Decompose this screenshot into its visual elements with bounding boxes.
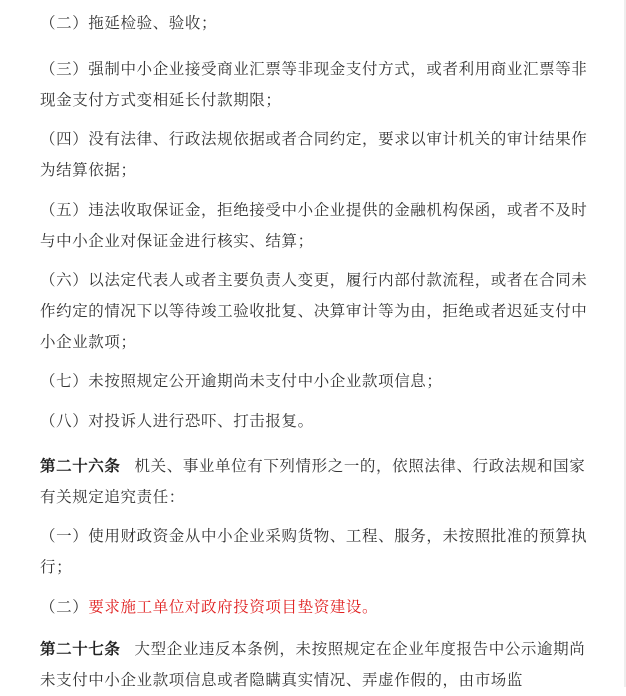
article-27-number: 第二十七条 <box>40 640 121 658</box>
article-26-item-1: （一）使用财政资金从中小企业采购货物、工程、服务，未按照批准的预算执行； <box>40 527 588 576</box>
article-26-item-2-prefix: （二） <box>40 598 89 616</box>
clause-4-audit-settlement: （四）没有法律、行政法规依据或者合同约定，要求以审计机关的审计结果作为结算依据； <box>40 130 588 179</box>
article-26-number: 第二十六条 <box>40 457 121 475</box>
article-26-item-2-highlight: 要求施工单位对政府投资项目垫资建设。 <box>88 598 379 616</box>
clause-7-public-disclosure: （七）未按照规定公开逾期尚未支付中小企业款项信息； <box>40 372 443 390</box>
clause-6-representative-change: （六）以法定代表人或者主要负责人变更，履行内部付款流程，或者在合同未作约定的情况下以等待竣工验收批复、决算审计等为由，拒绝或者迟延支付中小企业款项； <box>40 271 588 351</box>
clause-8-retaliation: （八）对投诉人进行恐吓、打击报复。 <box>40 412 314 430</box>
article-26-item-2 <box>40 592 592 623</box>
clause-3-commercial-bills: （三）强制中小企业接受商业汇票等非现金支付方式，或者利用商业汇票等非现金支付方式变相延长付款期限； <box>40 60 588 109</box>
article-27-text: 大型企业违反本条例，未按照规定在企业年度报告中公示逾期尚未支付中小企业款项信息或者隐瞒真实情况、弄虚作假的，由市场监 <box>40 640 586 689</box>
article-26 <box>40 451 592 513</box>
clause-2-delay-inspection: （二）拖延检验、验收； <box>40 14 218 32</box>
article-26-text: 机关、事业单位有下列情形之一的，依照法律、行政法规和国家有关规定追究责任： <box>40 457 586 506</box>
clause-5-deposit: （五）违法收取保证金，拒绝接受中小企业提供的金融机构保函，或者不及时与中小企业对保证金进行核实、结算； <box>40 201 588 250</box>
